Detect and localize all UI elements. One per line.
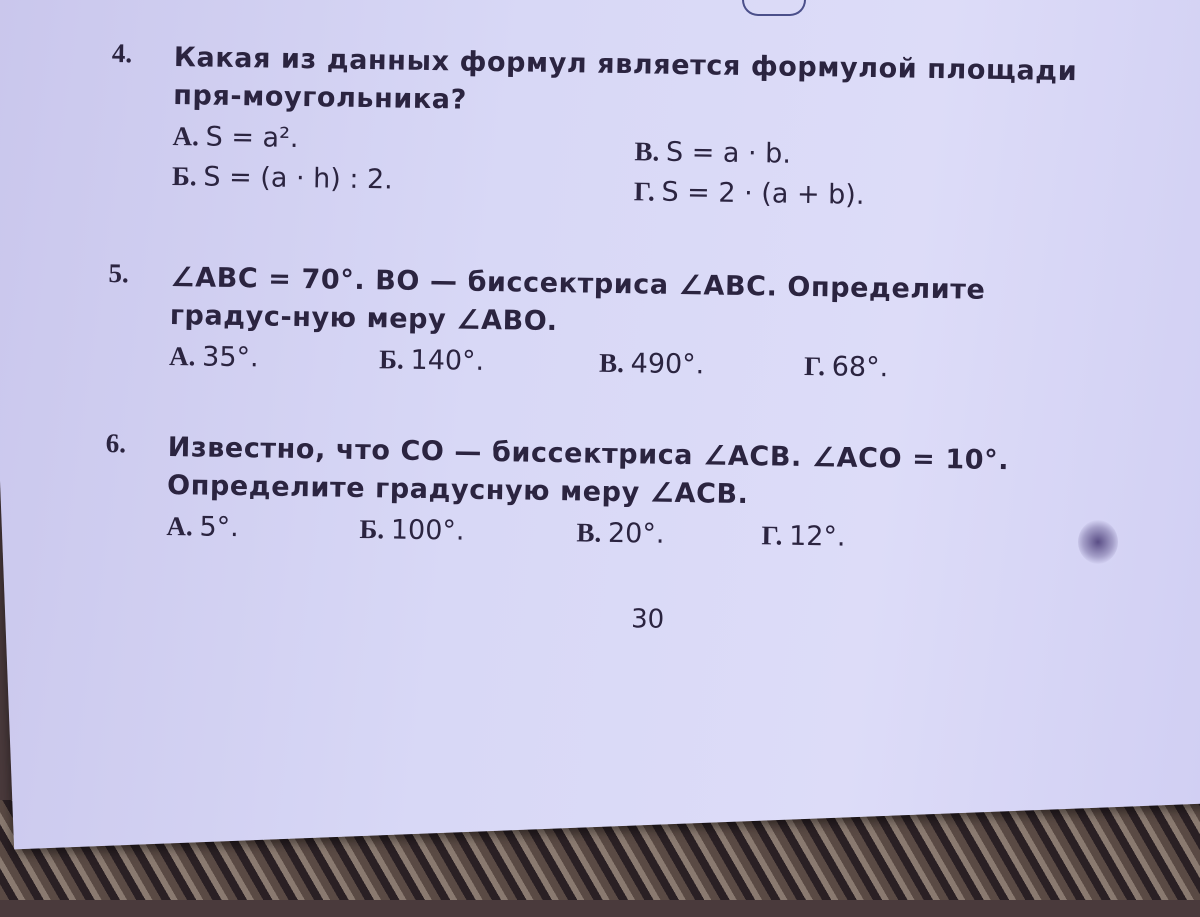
option-v[interactable]: В. 490°. — [598, 347, 705, 381]
option-b[interactable]: Б. S = (a · h) : 2. — [171, 160, 394, 196]
answer-options — [169, 341, 1118, 396]
option-a[interactable]: А. 5°. — [166, 510, 240, 544]
question-6 — [104, 428, 1116, 566]
option-g[interactable]: Г. S = 2 · (a + b). — [633, 176, 865, 211]
option-b[interactable]: Б. 100°. — [359, 513, 465, 547]
answer-options — [166, 511, 1115, 566]
option-a[interactable]: А. 35°. — [168, 340, 259, 374]
option-g[interactable]: Г. 68°. — [803, 350, 889, 384]
option-v[interactable]: В. S = a · b. — [634, 136, 792, 170]
question-number: 5. — [108, 258, 129, 289]
question-text: Какая из данных формул является формулой площади пря-моугольника? — [173, 42, 1078, 116]
option-b[interactable]: Б. 140°. — [378, 344, 485, 377]
question-number: 4. — [111, 38, 133, 69]
option-v[interactable]: В. 20°. — [576, 517, 665, 550]
question-5 — [107, 258, 1119, 396]
question-text: ∠ABC = 70°. BO — биссектриса ∠ABC. Определите градус-ную меру ∠ABO. — [169, 261, 986, 338]
question-number: 6. — [105, 427, 127, 459]
page-number: 30 — [630, 604, 665, 635]
question-text: Известно, что CO — биссектриса ∠ACB. ∠ACO = 10°. Определите градусную меру ∠ACB. — [166, 431, 1010, 511]
question-4 — [110, 38, 1122, 216]
option-g[interactable]: Г. 12°. — [761, 520, 846, 553]
option-a[interactable]: А. S = a². — [172, 120, 299, 154]
